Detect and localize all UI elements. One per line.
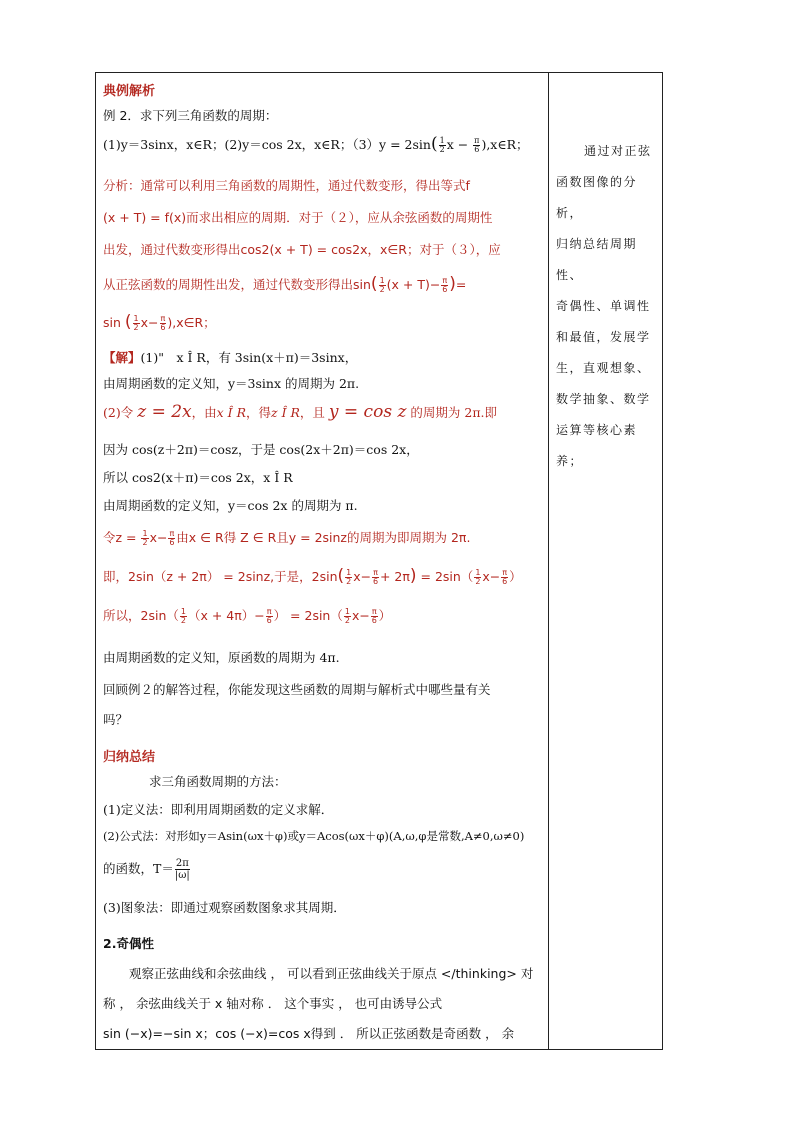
parity-line-2: 称 ， 余弦曲线关于 x 轴对称 ． 这个事实 ， 也可由诱导公式 [103, 996, 443, 1011]
parity-title: 2.奇偶性 [103, 936, 154, 951]
side-note-line: 和最值，发展学 [556, 330, 651, 344]
analysis-line-3: 出发，通过代数变形得出cos2(x + T) = cos2x，x∈R；对于（３），应 [103, 242, 501, 257]
fraction-half: $\frac{1}{2}$ [439, 136, 445, 154]
column-divider [548, 72, 549, 1050]
example-intro: 例 2．求下列三角函数的周期： [103, 108, 278, 123]
side-note-line: 归纳总结周期性、 [556, 237, 638, 282]
solution-line-6: 由周期函数的定义知，y＝cos 2x 的周期为 π. [103, 498, 358, 513]
solution-line-12: 吗？ [103, 712, 129, 727]
solution-line-7: 令z = $\frac{1}{2}$ x− $\frac{\pi}{6}$ 由x ∈ R得 Z ∈ R且y = 2sinz的周期为即周期为 2π. [103, 529, 471, 547]
fraction-pi-6: $\frac{\pi}{6}$ [474, 136, 480, 154]
solution-line-8: 即，2sin（z + 2π） = 2sinz,于是，2sin( $\frac{1}{2}$ x− $\frac{\pi}{6}$ + 2π) = 2sin（ $\frac{1}{2}$ x− $\frac{\pi}{6}$ ） [103, 566, 522, 586]
side-note [556, 136, 658, 477]
summary-line-5: (3)图象法：即通过观察函数图象求其周期． [103, 900, 346, 915]
solution-line-11: 回顾例２的解答过程，你能发现这些函数的周期与解析式中哪些量有关 [103, 682, 491, 697]
summary-line-1: 求三角函数周期的方法： [149, 774, 287, 789]
analysis-line-4: 从正弦函数的周期性出发，通过代数变形得出sin( $\frac{1}{2}$ (x + T)− $\frac{\pi}{6}$ )= [103, 274, 467, 294]
summary-title: 归纳总结 [103, 750, 156, 765]
analysis-line-1: 分析：通常可以利用三角函数的周期性，通过代数变形，得出等式f [103, 178, 470, 193]
parity-line-1: 观察正弦曲线和余弦曲线 ， 可以看到正弦曲线关于原点 </thinking> 对 [129, 966, 534, 981]
parity-line-3: sin (−x)=−sin x；cos (−x)=cos x得到 ． 所以正弦函数是奇函数 ， 余 [103, 1026, 515, 1041]
analysis-line-5: sin ( $\frac{1}{2}$ x− $\frac{\pi}{6}$ ),x∈R； [103, 312, 216, 332]
solution-line-10: 由周期函数的定义知，原函数的周期为 4π. [103, 650, 340, 665]
solution-line-3: (2)令 z = 2x，由x Î R，得z Î R，且 y = cos z 的周期为 2π.即 [103, 402, 498, 422]
example-items: (1)y＝3sinx，x∈R；(2)y＝cos 2x，x∈R；（3）y = 2sin( $\frac{1}{2}$ x − $\frac{\pi}{6}$ ),x∈R； [103, 134, 529, 154]
side-note-line: 函数图像的分析， [556, 175, 638, 220]
solution-line-1: 【解】(1)" x Î R，有 3sin(x＋π)＝3sinx， [103, 350, 358, 365]
solution-line-2: 由周期函数的定义知，y＝3sinx 的周期为 2π. [103, 376, 360, 391]
solution-line-4: 因为 cos(z＋2π)＝cosz，于是 cos(2x＋2π)＝cos 2x， [103, 442, 419, 457]
summary-line-3: (2)公式法：对形如y＝Asin(ωx＋φ)或y＝Acos(ωx＋φ)(A,ω,φ是常数,A≠0,ω≠0) [103, 829, 525, 843]
side-note-line: 通过对正弦 [584, 144, 652, 158]
side-note-line: 数学抽象、数学 [556, 392, 651, 406]
side-note-line: 生，直观想象、 [556, 361, 651, 375]
solution-line-9: 所以，2sin（ $\frac{1}{2}$ （x + 4π）− $\frac{\pi}{6}$ ） = 2sin（ $\frac{1}{2}$ x− $\frac{\pi}{6}$ ） [103, 607, 392, 625]
summary-line-4: 的函数，T＝ $\frac{2\pi}{|\omega|}$ [103, 858, 190, 881]
section-title: 典例解析 [103, 84, 156, 99]
solution-line-5: 所以 cos2(x＋π)＝cos 2x，x Î R [103, 470, 293, 485]
side-note-line: 运算等核心素养； [556, 423, 638, 468]
summary-line-2: (1)定义法：即利用周期函数的定义求解． [103, 802, 334, 817]
side-note-line: 奇偶性、单调性 [556, 299, 651, 313]
analysis-line-2: (x + T) = f(x)而求出相应的周期．对于（２），应从余弦函数的周期性 [103, 210, 493, 225]
